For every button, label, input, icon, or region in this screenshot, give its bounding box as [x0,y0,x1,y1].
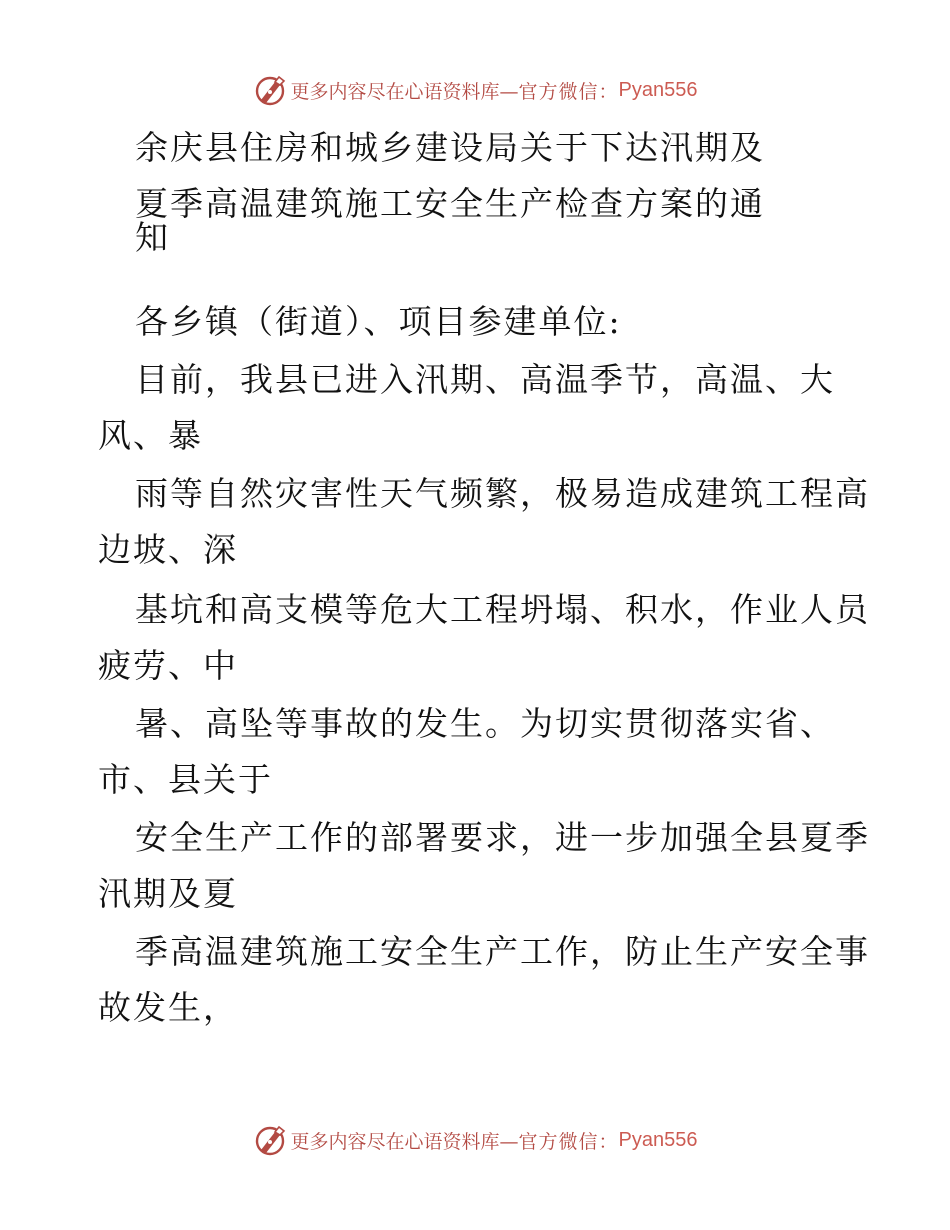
body-line-1: 目前，我县已进入汛期、高温季节，高温、大 [135,360,835,399]
header-banner [0,70,950,110]
banner-wechat-label: 官方微信： [518,1130,619,1153]
banner-wechat-label: 官方微信： [518,80,619,103]
body-line-4: 边坡、深 [98,530,238,569]
body-line-9: 安全生产工作的部署要求，进一步加强全县夏季 [135,818,870,857]
banner-wechat-id: Pyan556 [618,1128,698,1151]
banner-text: 更多内容尽在心语资料库— [290,80,519,103]
body-line-6: 疲劳、中 [98,646,238,685]
footer-banner [0,1120,950,1160]
body-line-12: 故发生， [98,988,238,1027]
body-line-7: 暑、高坠等事故的发生。为切实贯彻落实省、 [135,704,835,743]
body-line-11: 季高温建筑施工安全生产工作，防止生产安全事 [135,932,870,971]
title-line-1: 余庆县住房和城乡建设局关于下达汛期及 [135,128,765,167]
body-line-10: 汛期及夏 [98,874,238,913]
body-line-5: 基坑和高支模等危大工程坍塌、积水，作业人员 [135,590,870,629]
body-line-2: 风、暴 [98,416,203,455]
body-line-3: 雨等自然灾害性天气频繁，极易造成建筑工程高 [135,474,870,513]
banner-text: 更多内容尽在心语资料库— [290,1130,519,1153]
pen-nib-logo-icon [253,73,287,107]
body-line-8: 市、县关于 [98,760,273,799]
pen-nib-logo-icon [253,1123,287,1157]
title-line-2: 夏季高温建筑施工安全生产检查方案的通 [135,184,765,223]
title-line-3: 知 [135,218,170,257]
banner-wechat-id: Pyan556 [618,78,698,101]
salutation: 各乡镇（街道）、项目参建单位: [135,302,622,341]
